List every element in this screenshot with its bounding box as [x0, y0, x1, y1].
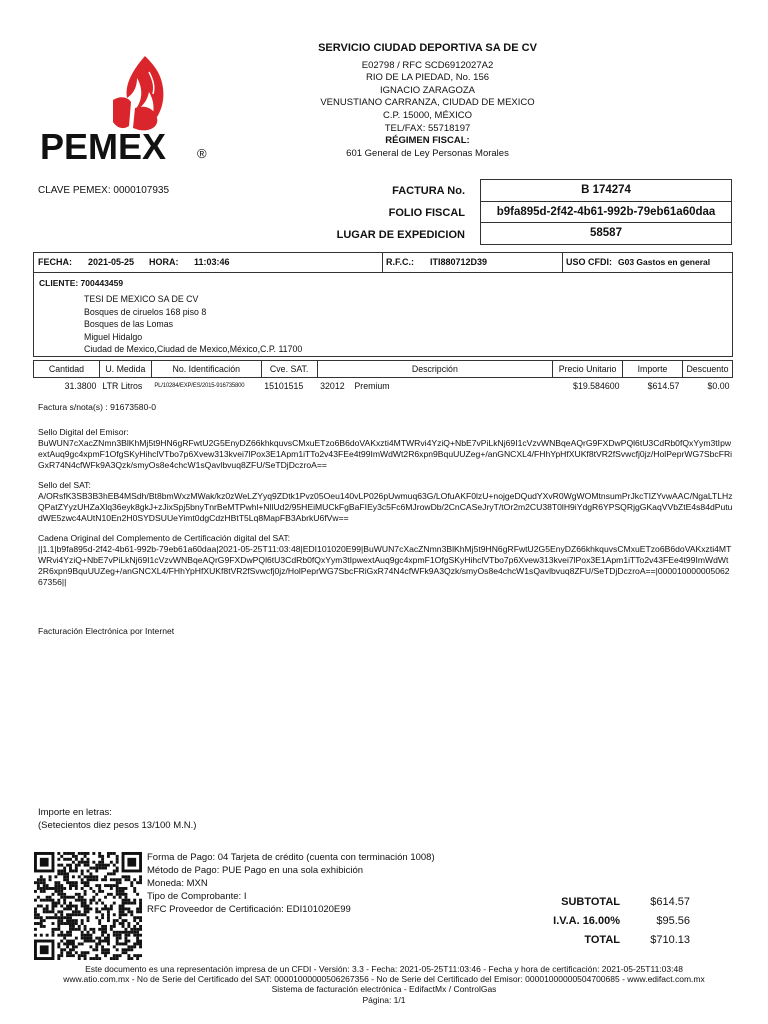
pemex-wordmark: PEMEX — [40, 126, 167, 167]
client-line: TESI DE MEXICO SA DE CV — [84, 294, 199, 304]
folio-label: FOLIO FISCAL — [388, 207, 465, 219]
hora-label: HORA: — [149, 257, 179, 267]
hora-value: 11:03:46 — [194, 257, 230, 267]
cell-descuento: $0.00 — [707, 381, 730, 392]
cell-precio: $19.584600 — [573, 381, 620, 392]
subtotal-value: $614.57 — [650, 896, 690, 908]
issuer-line: C.P. 15000, MÉXICO — [382, 109, 473, 121]
factura-value: B 174274 — [481, 180, 731, 202]
cell-importe: $614.57 — [647, 381, 680, 392]
items-table — [33, 360, 733, 395]
cadena-label: Cadena Original del Complemento de Certificación digital del SAT: — [38, 533, 291, 543]
sello-sat-value: A/ORsfK3SB3B3hEB4MSdh/Bt8bmWxzMWak/kz0zWeLZYyq9ZDtk1Pvz05Oeu140vLP026pUwmuq63G/LOfuAKF0lzU+nojgeDQudYXvR0WgWOMtnsumPrJkcTIZYvwAAC/NgaLTLHzQPatZYyzUHZaXlq36eyk8gkJ+zJixSpj5bnyTnrBeMTPwhl+NllUd2/95HEiMUCkFgBaFIEy3c5Fc6MJrowDb/2CnCASeJryT/tOr2m2CU38T0lH9iYdgR6YPSQRjgGKaqVVbZtE4s84dPutudWE5zwc4AUtN10En2H0SYDSUUeYimt0dgCdzHBtT5Lq8MapFB3AbrkU6fVw== — [38, 491, 733, 523]
client-line: Miguel Hidalgo — [84, 331, 143, 342]
cell-identificacion: PL/10284/EXP/ES/2015-916735800 — [154, 383, 245, 390]
cell-desc-text: Premium — [354, 381, 390, 392]
regimen-label: RÉGIMEN FISCAL: — [385, 135, 470, 147]
lugar-value: 58587 — [590, 227, 622, 240]
client-block — [33, 273, 733, 357]
sello-sat-label: Sello del SAT: — [38, 480, 91, 490]
factura-label: FACTURA No. — [392, 185, 465, 197]
uso-value: G03 Gastos en general — [618, 257, 711, 267]
fecha-label: FECHA: — [38, 257, 72, 267]
iva-row — [540, 912, 692, 931]
footer-line: Este documento es una representación impresa de un CFDI - Versión: 3.3 - Fecha: 2021-05-25T11:03:46 - Fecha y hora de certificación: 2021-05-25T11:03:48 — [85, 964, 683, 974]
qr-code — [34, 852, 142, 960]
col-header: No. Identificación — [151, 361, 261, 378]
total-value: $710.13 — [650, 934, 690, 946]
footer-line: Sistema de facturación electrónica - EdifactMx / ControlGas — [271, 984, 497, 995]
footer — [0, 964, 768, 1005]
invoice-labels — [320, 180, 465, 246]
total-row — [540, 931, 692, 950]
divider — [562, 253, 563, 272]
facturacion-electronica: Facturación Electrónica por Internet — [38, 626, 175, 636]
notes-section — [38, 402, 733, 597]
col-header: Cve. SAT. — [261, 361, 317, 378]
issuer-line: VENUSTIANO CARRANZA, CIUDAD DE MEXICO — [320, 97, 535, 109]
issuer-name: SERVICIO CIUDAD DEPORTIVA SA DE CV — [318, 42, 537, 54]
uso-label: USO CFDI: — [566, 257, 612, 267]
importe-letras — [38, 806, 196, 832]
col-header: Descripción — [317, 361, 552, 378]
sello-sat-block — [38, 480, 733, 524]
col-header: Descuento — [682, 361, 732, 378]
col-header: Precio Unitario — [553, 361, 623, 378]
cell-unidad: LTR Litros — [102, 381, 143, 392]
totals-block — [540, 893, 692, 950]
regimen-value: 601 General de Ley Personas Morales — [346, 147, 509, 159]
rfc-value: ITI880712D39 — [430, 257, 488, 267]
fecha-value: 2021-05-25 — [88, 257, 135, 267]
sello-emisor-value: BuWUN7cXacZNmn3BlKhMj5t9HN6gRFwtU2G5EnyDZ66khkquvsCMxuETzo6B6doVAKxzti4MTWRvi4YziQ+NbE7vPiLkNj69I1cVzvWNBqeAQrG9FXDwPQl6tU3CdRb0fQxYym3tIpwextAuq9gc4xpmF1OfgSKyHihclVTbo7p6Xvew313kvei7lPox3E1Apm1iTTo2v43FEe4t99ImWdWt2R6xpn9BquUUZeg+/anGNCXL4/FHhYpHfXUKf8tVR2fSvwcfj0jz/HolPeprWG7SbcFRiGxR74N4cfWFk9A3Qzk/smyOs8e4chcW1sQavlbvuq8ZFU/SeTDjDczroA== — [38, 438, 733, 470]
cadena-block — [38, 533, 733, 588]
cell-cve-sat: 15101515 — [264, 381, 304, 392]
cell-cantidad: 31.3800 — [64, 381, 97, 392]
sello-emisor-label: Sello Digital del Emisor: — [38, 427, 129, 437]
folio-value: b9fa895d-2f42-4b61-992b-79eb61a60daa — [481, 202, 731, 224]
total-label: TOTAL — [584, 934, 620, 946]
client-address — [84, 293, 302, 356]
registered-mark: ® — [197, 146, 207, 161]
issuer-block — [300, 42, 555, 160]
lugar-label: LUGAR DE EXPEDICION — [336, 229, 465, 241]
client-line: Ciudad de Mexico,Ciudad de Mexico,México,C.P. 11700 — [84, 344, 303, 354]
iva-label: I.V.A. 16.00% — [553, 915, 620, 927]
issuer-line: TEL/FAX: 55718197 — [384, 122, 471, 134]
factura-notas: Factura s/nota(s) : 91673580-0 — [38, 402, 156, 412]
subtotal-row — [540, 893, 692, 912]
col-header: U. Medida — [99, 361, 151, 378]
sello-emisor-block — [38, 427, 733, 471]
col-header: Importe — [623, 361, 683, 378]
issuer-line: RIO DE LA PIEDAD, No. 156 — [365, 72, 490, 84]
payment-info — [147, 851, 435, 916]
info-bar — [33, 252, 733, 273]
payment-line: RFC Proveedor de Certificación: EDI101020E99 — [147, 904, 351, 915]
table-header-row — [34, 361, 733, 378]
clave-pemex: CLAVE PEMEX: 0000107935 — [38, 185, 170, 196]
client-line: Bosques de las Lomas — [84, 319, 173, 329]
client-line: Bosques de ciruelos 168 piso 8 — [84, 306, 207, 317]
iva-value: $95.56 — [656, 915, 690, 927]
cell-code: 32012 — [320, 381, 345, 392]
invoice-box — [480, 179, 732, 245]
subtotal-label: SUBTOTAL — [561, 896, 620, 908]
issuer-line: E02798 / RFC SCD6912027A2 — [361, 59, 494, 71]
client-header: CLIENTE: 700443459 — [39, 278, 124, 288]
payment-line: Forma de Pago: 04 Tarjeta de crédito (cuenta con terminación 1008) — [147, 852, 435, 863]
payment-line: Moneda: MXN — [147, 878, 208, 889]
table-row — [34, 378, 733, 395]
rfc-label: R.F.C.: — [386, 257, 414, 267]
cell-descripcion — [317, 378, 552, 395]
payment-line: Método de Pago: PUE Pago en una sola exhibición — [147, 865, 364, 876]
payment-line: Tipo de Comprobante: I — [147, 891, 247, 902]
footer-line: www.atio.com.mx - No de Serie del Certificado del SAT: 00001000000506267356 - No de Serie del Certificado del Emisor: 00001000000504700685 - www.edifact.com.mx — [63, 974, 705, 985]
importe-letras-value: (Setecientos diez pesos 13/100 M.N.) — [38, 820, 197, 831]
divider — [382, 253, 383, 272]
cadena-value: ||1.1|b9fa895d-2f42-4b61-992b-79eb61a60daa|2021-05-25T11:03:48|EDI101020E99|BuWUN7cXacZNmn3BlKhMj5t9HN6gRFwtU2G5EnyDZ66khkquvsCMxuETzo6B6doVAKxzti4MTWRvi4YziQ+NbE7vPiLkNj69I1cVzvWNBqeAQrG9FXDwPQl6tU3CdRb0fQxYym3tIpwextAuq9gc4xpmF1OfgSKyHihclVTbo7p6Xvew313kvei7lPox3E1Apm1iTTo2v43FEe4t99ImWdWt2R6xpn9BquUUZeg+/anGNCXL4/FHhYpHfXUKf8tVR2fSvwcfj0jz/HolPeprWG7SbcFRiGxR74N4cfWFk9A3Qzk/smyOs8e4chcW1sQavlbvuq8ZFU/SeTDjDczroA==|00001000000506267356|| — [38, 544, 732, 587]
col-header: Cantidad — [34, 361, 100, 378]
importe-letras-label: Importe en letras: — [38, 807, 112, 818]
footer-line: Página: 1/1 — [362, 994, 406, 1005]
issuer-line: IGNACIO ZARAGOZA — [379, 84, 475, 96]
